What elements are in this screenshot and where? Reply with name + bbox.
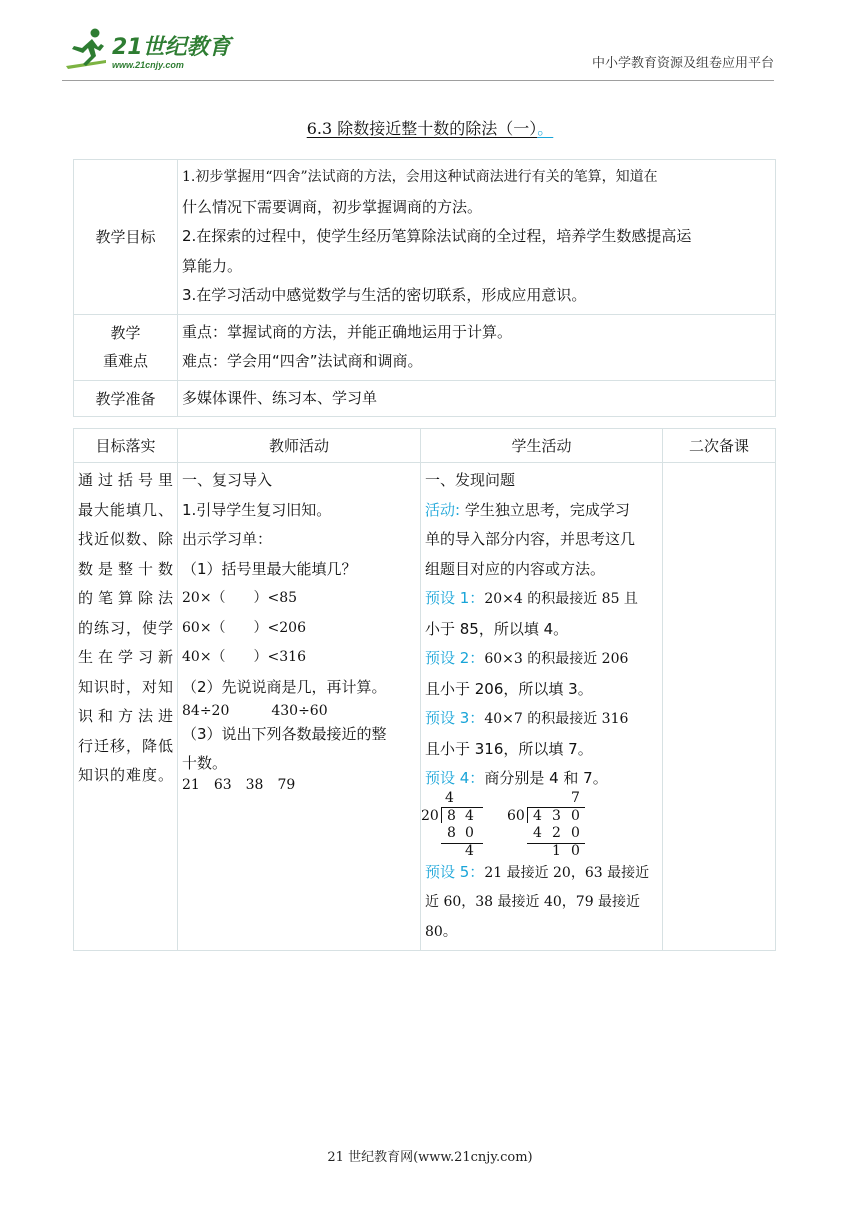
goal-line: 通过括号里 [78,471,173,489]
question-2-items: 84÷20 430÷60 [182,703,328,719]
preset-label: 预设 2： [425,649,485,667]
preset-line: 且小于 206，所以填 3。 [425,679,593,698]
lesson-info-table [73,159,776,417]
div1-dividend-digit: 4 [465,807,474,824]
goal-line: 生在学习新 [78,648,173,666]
key-difficult-content [178,314,776,380]
question-1-item: 40×（ ）<316 [182,649,306,665]
site-logo [62,26,232,76]
goal-line: 数是整十数 [78,559,173,578]
lesson-plan-table [73,428,776,951]
table-header-row [74,429,776,463]
label-preparation: 教学准备 [74,380,178,417]
goal-line: 什么情况下需要调商，初步掌握调商的方法。 [182,197,483,216]
preset-3 [425,704,658,735]
logo-url-text: www.21cnjy.com [112,60,184,70]
goal-line: 3.在学习活动中感觉数学与生活的密切联系，形成应用意识。 [182,286,587,304]
div2-dividend-digit: 0 [571,807,580,824]
activity-line: 组题目对应的内容或方法。 [425,559,606,578]
preset-text: 商分别是 4 和 7。 [484,769,608,787]
student-section-title: 一、发现问题 [425,471,516,489]
preset-label: 预设 5： [425,862,485,881]
page-footer: 21 世纪教育网(www.21cnjy.com) [327,1150,533,1165]
teacher-activity-cell [178,463,421,951]
div1-divisor: 20 [421,807,439,824]
teacher-show-sheet: 出示学习单： [182,530,273,548]
goal-line: 知识时，对知 [78,677,173,696]
goal-line: 知识的难度。 [78,766,173,784]
preset-5 [425,858,658,889]
div1-subtract-line [441,843,483,844]
page-title [0,116,860,139]
div2-bracket-side [527,807,528,823]
activity-line [425,496,658,526]
goal-line: 的笔算除法 [78,589,173,607]
div2-product-digit: 2 [552,824,561,841]
div1-bracket-side [441,807,442,823]
table-row [74,380,776,417]
goal-line: 行迁移，降低 [78,736,173,755]
div2-divisor: 60 [507,807,525,824]
div1-product-digit: 8 [447,824,456,841]
question-3-items: 21 63 38 79 [182,776,296,793]
teacher-section-title: 一、复习导入 [182,471,273,489]
preset-text: 21 最接近 20，63 最接近 [484,864,650,881]
goal-line: 的练习，使学 [78,618,173,637]
question-3: （3）说出下列各数最接近的整 [182,725,387,743]
question-3-cont: 十数。 [182,753,228,772]
div2-product-digit: 0 [571,824,580,841]
preset-line: 小于 85，所以填 4。 [425,619,569,638]
goal-cell [74,463,178,951]
logo-brand-text: 21世纪教育 [112,35,231,60]
goal-line: 最大能填几、 [78,500,173,519]
preset-1 [425,584,658,615]
goal-line: 算能力。 [182,256,243,275]
div2-remainder-digit: 0 [571,842,580,859]
runner-logo-icon [62,26,112,72]
second-prep-cell [663,463,776,951]
title-text: 6.3 除数接近整十数的除法（一） [306,119,538,138]
header-divider [62,80,774,81]
header-goal: 目标落实 [74,429,178,463]
preset-2 [425,644,658,675]
teaching-goals-content [178,160,776,315]
difficult-point-line: 难点：学会用“四舍”法试商和调商。 [182,352,423,370]
activity-text: 学生独立思考，完成学习 [460,500,630,519]
title-mark: 。 [537,119,554,138]
preset-line: 近 60，38 最接近 40，79 最接近 [425,894,641,910]
div1-product-digit: 0 [465,824,474,841]
platform-name: 中小学教育资源及组卷应用平台 [591,56,774,71]
preset-line: 且小于 316，所以填 7。 [425,739,593,758]
div1-remainder: 4 [465,842,474,859]
label-line: 教学 [110,324,141,342]
goal-line: 识和方法进 [78,707,173,725]
preset-line: 80。 [425,923,457,940]
preset-label: 预设 3： [425,709,485,727]
div2-dividend-digit: 3 [552,807,561,824]
question-1-item: 20×（ ）<85 [182,590,298,606]
teacher-step: 1.引导学生复习旧知。 [182,500,332,519]
student-activity-cell [421,463,663,951]
preparation-content [178,380,776,417]
question-2: （2）先说说商是几，再计算。 [182,677,387,696]
div2-product-digit: 4 [533,824,542,841]
goal-line: 找近似数、除 [78,530,173,548]
key-point-line: 重点：掌握试商的方法，并能正确地运用于计算。 [182,322,513,341]
preset-label: 预设 1： [425,589,485,607]
table-row [74,314,776,380]
preset-text: 40×7 的积最接近 316 [484,711,629,727]
header-teacher-activity: 教师活动 [178,429,421,463]
activity-label: 活动: [425,500,461,519]
question-1: （1）括号里最大能填几？ [182,559,357,578]
label-key-difficult-points [74,314,178,380]
long-division-work [421,789,658,859]
table-row [74,160,776,315]
preset-text: 60×3 的积最接近 206 [484,651,629,667]
div1-dividend-digit: 8 [447,807,456,824]
preset-4 [425,764,658,794]
table-row [74,463,776,951]
preparation-line: 多媒体课件、练习本、学习单 [182,388,378,407]
div2-quotient: 7 [571,789,580,806]
preset-label: 预设 4： [425,769,485,787]
header-second-prep: 二次备课 [663,429,776,463]
preset-text: 20×4 的积最接近 85 且 [484,591,638,607]
label-teaching-goals: 教学目标 [74,160,178,315]
goal-line: 1.初步掌握用“四舍”法试商的方法，会用这种试商法进行有关的笔算，知道在 [182,169,658,185]
goal-line: 2.在探索的过程中，使学生经历笔算除法试商的全过程，培养学生数感提高运 [182,227,692,245]
div2-remainder-digit: 1 [552,842,561,859]
question-1-item: 60×（ ）<206 [182,619,306,636]
div1-quotient: 4 [445,789,454,806]
div2-dividend-digit: 4 [533,807,542,824]
label-line: 重难点 [102,352,148,370]
activity-line: 单的导入部分内容，并思考这几 [425,530,636,548]
header-student-activity: 学生活动 [421,429,663,463]
